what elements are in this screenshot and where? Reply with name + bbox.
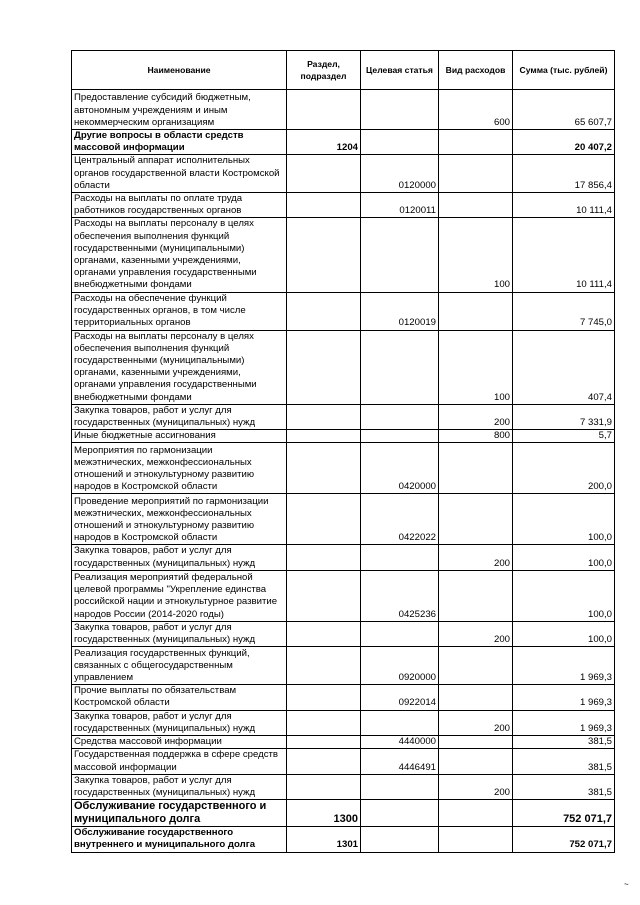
row-name: Закупка товаров, работ и услуг для государственных (муниципальных) нужд	[72, 545, 287, 570]
row-type	[439, 494, 513, 545]
table-row	[72, 545, 615, 570]
page-mark: ~	[624, 880, 629, 889]
row-amount: 1 969,3	[513, 685, 615, 710]
row-type	[439, 736, 513, 749]
row-section	[287, 647, 361, 685]
row-type	[439, 292, 513, 330]
table-row	[72, 155, 615, 193]
row-type	[439, 800, 513, 827]
row-name: Расходы на обеспечение функций государственных органов, в том числе территориальных органов	[72, 292, 287, 330]
header-target: Целевая статья	[361, 51, 439, 90]
header-type: Вид расходов	[439, 51, 513, 90]
row-target: 4440000	[361, 736, 439, 749]
row-name: Расходы на выплаты по оплате труда работников государственных органов	[72, 193, 287, 218]
table-row	[72, 494, 615, 545]
row-section: 1204	[287, 130, 361, 155]
header-amount: Сумма (тыс. рублей)	[513, 51, 615, 90]
row-name: Реализация мероприятий федеральной целевой программы "Укрепление единства российской нации и этнокультурное развитие народов России (2014-2020 годы)	[72, 570, 287, 621]
table-row	[72, 443, 615, 494]
table-row	[72, 218, 615, 292]
row-type: 200	[439, 710, 513, 735]
row-section: 1301	[287, 827, 361, 852]
row-amount: 7 331,9	[513, 404, 615, 429]
table-row	[72, 292, 615, 330]
row-type: 100	[439, 218, 513, 292]
row-amount: 10 111,4	[513, 218, 615, 292]
row-target	[361, 218, 439, 292]
row-target	[361, 545, 439, 570]
row-type	[439, 570, 513, 621]
row-target	[361, 621, 439, 646]
row-name: Закупка товаров, работ и услуг для государственных (муниципальных) нужд	[72, 621, 287, 646]
row-section	[287, 621, 361, 646]
row-target: 0120019	[361, 292, 439, 330]
row-type	[439, 749, 513, 774]
table-row	[72, 330, 615, 404]
row-type: 200	[439, 774, 513, 799]
table-header-row	[72, 51, 615, 90]
row-name: Другие вопросы в области средств массовой информации	[72, 130, 287, 155]
row-target	[361, 827, 439, 852]
row-target	[361, 774, 439, 799]
row-amount: 100,0	[513, 621, 615, 646]
row-name: Реализация государственных функций, связанных с общегосударственным управлением	[72, 647, 287, 685]
table-row	[72, 774, 615, 799]
row-amount: 100,0	[513, 494, 615, 545]
row-section	[287, 218, 361, 292]
row-amount: 1 969,3	[513, 710, 615, 735]
row-section	[287, 193, 361, 218]
table-row	[72, 800, 615, 827]
row-type: 200	[439, 621, 513, 646]
row-name: Центральный аппарат исполнительных органов государственной власти Костромской области	[72, 155, 287, 193]
row-target	[361, 90, 439, 130]
row-section	[287, 430, 361, 443]
row-section	[287, 570, 361, 621]
row-type	[439, 130, 513, 155]
row-section	[287, 155, 361, 193]
row-name: Обслуживание государственного внутреннего и муниципального долга	[72, 827, 287, 852]
row-name: Обслуживание государственного и муниципального долга	[72, 800, 287, 827]
row-name: Закупка товаров, работ и услуг для государственных (муниципальных) нужд	[72, 710, 287, 735]
row-amount: 7 745,0	[513, 292, 615, 330]
table-row	[72, 647, 615, 685]
row-type: 600	[439, 90, 513, 130]
row-section	[287, 292, 361, 330]
row-amount: 381,5	[513, 736, 615, 749]
row-target	[361, 330, 439, 404]
row-name: Закупка товаров, работ и услуг для государственных (муниципальных) нужд	[72, 774, 287, 799]
row-section	[287, 404, 361, 429]
row-amount: 100,0	[513, 570, 615, 621]
row-name: Расходы на выплаты персоналу в целях обеспечения выполнения функций государственными (муниципальными) органами, казенными учреждениями, органами управления государственными внебюджетными фондами	[72, 330, 287, 404]
row-section	[287, 710, 361, 735]
row-type	[439, 193, 513, 218]
row-target: 0422022	[361, 494, 439, 545]
row-section	[287, 494, 361, 545]
row-target	[361, 710, 439, 735]
row-amount: 381,5	[513, 749, 615, 774]
row-section	[287, 330, 361, 404]
row-section	[287, 90, 361, 130]
row-section	[287, 443, 361, 494]
row-amount: 200,0	[513, 443, 615, 494]
row-target: 0922014	[361, 685, 439, 710]
row-type: 800	[439, 430, 513, 443]
table-row	[72, 736, 615, 749]
table-row	[72, 193, 615, 218]
header-section: Раздел, подраздел	[287, 51, 361, 90]
row-name: Закупка товаров, работ и услуг для государственных (муниципальных) нужд	[72, 404, 287, 429]
header-name: Наименование	[72, 51, 287, 90]
row-section	[287, 685, 361, 710]
table-row	[72, 621, 615, 646]
row-target	[361, 404, 439, 429]
row-name: Прочие выплаты по обязательствам Костромской области	[72, 685, 287, 710]
row-section	[287, 774, 361, 799]
table-row	[72, 710, 615, 735]
table-row	[72, 90, 615, 130]
row-amount: 752 071,7	[513, 800, 615, 827]
row-name: Средства массовой информации	[72, 736, 287, 749]
row-target	[361, 430, 439, 443]
row-target: 0920000	[361, 647, 439, 685]
row-amount: 752 071,7	[513, 827, 615, 852]
row-amount: 407,4	[513, 330, 615, 404]
row-type: 200	[439, 404, 513, 429]
row-name: Государственная поддержка в сфере средств массовой информации	[72, 749, 287, 774]
row-target	[361, 800, 439, 827]
row-type	[439, 685, 513, 710]
table-row	[72, 827, 615, 852]
row-target	[361, 130, 439, 155]
table-row	[72, 570, 615, 621]
row-amount: 10 111,4	[513, 193, 615, 218]
row-type	[439, 827, 513, 852]
row-amount: 17 856,4	[513, 155, 615, 193]
budget-table	[71, 50, 615, 853]
row-name: Иные бюджетные ассигнования	[72, 430, 287, 443]
row-amount: 1 969,3	[513, 647, 615, 685]
row-section	[287, 749, 361, 774]
row-section	[287, 545, 361, 570]
table-row	[72, 749, 615, 774]
row-amount: 65 607,7	[513, 90, 615, 130]
row-target: 0120011	[361, 193, 439, 218]
row-name: Мероприятия по гармонизации межэтнических, межконфессиональных отношений и этнокультурному развитию народов в Костромской области	[72, 443, 287, 494]
row-section: 1300	[287, 800, 361, 827]
table-row	[72, 685, 615, 710]
row-type: 200	[439, 545, 513, 570]
row-section	[287, 736, 361, 749]
row-target: 0425236	[361, 570, 439, 621]
table-row	[72, 430, 615, 443]
row-name: Предоставление субсидий бюджетным, автономным учреждениям и иным некоммерческим организациям	[72, 90, 287, 130]
row-amount: 381,5	[513, 774, 615, 799]
row-amount: 100,0	[513, 545, 615, 570]
row-name: Проведение мероприятий по гармонизации межэтнических, межконфессиональных отношений и этнокультурному развитию народов в Костромской области	[72, 494, 287, 545]
row-amount: 5,7	[513, 430, 615, 443]
row-target: 0420000	[361, 443, 439, 494]
row-amount: 20 407,2	[513, 130, 615, 155]
row-target: 4446491	[361, 749, 439, 774]
row-type: 100	[439, 330, 513, 404]
row-type	[439, 155, 513, 193]
row-name: Расходы на выплаты персоналу в целях обеспечения выполнения функций государственными (муниципальными) органами, казенными учреждениями, органами управления государственными внебюджетными фондами	[72, 218, 287, 292]
table-row	[72, 404, 615, 429]
row-type	[439, 647, 513, 685]
row-type	[439, 443, 513, 494]
row-target: 0120000	[361, 155, 439, 193]
table-row	[72, 130, 615, 155]
